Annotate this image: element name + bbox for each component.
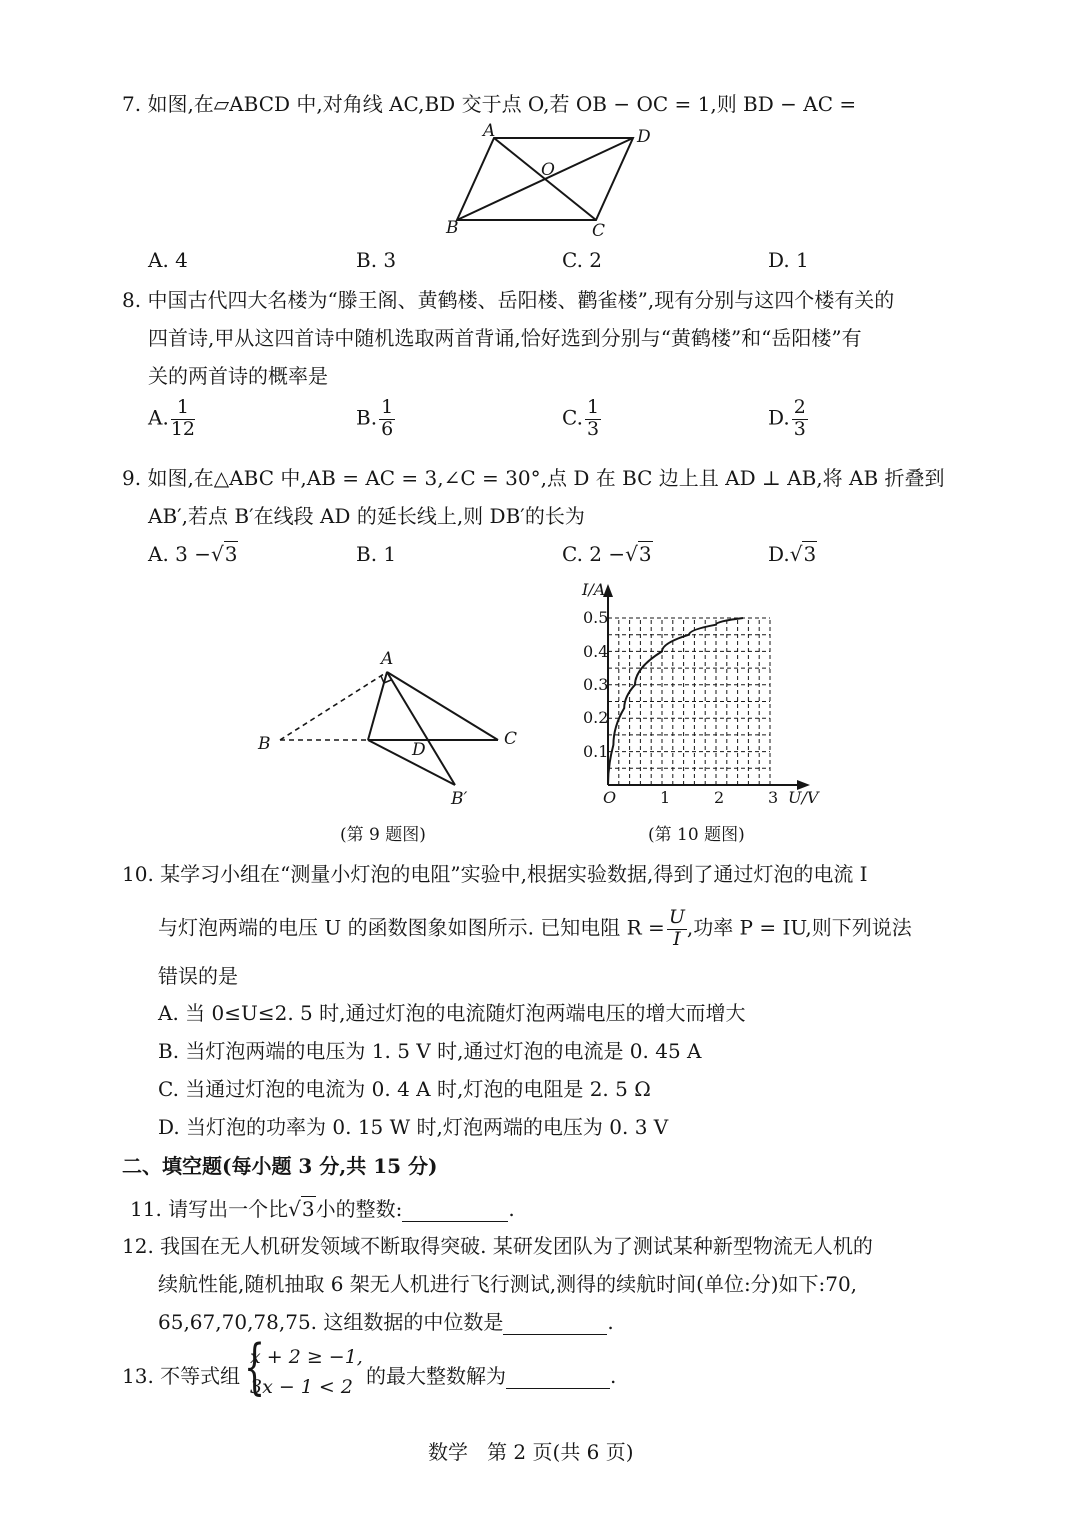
q13-label: 13. 不等式组 bbox=[122, 1364, 241, 1388]
q10-option-c: C. 当通过灯泡的电流为 0. 4 A 时,灯泡的电阻是 2. 5 Ω bbox=[158, 1077, 651, 1101]
q8-option-c: C. $\frac{1}{3}$ bbox=[562, 396, 600, 440]
q7-option-c: C. 2 bbox=[562, 248, 603, 272]
label-c: C bbox=[592, 221, 606, 241]
q7-stem: 7. 如图,在▱ABCD 中,对角线 AC,BD 交于点 O,若 OB − OC = 1,则 BD − AC = bbox=[122, 92, 857, 116]
q9-option-b: B. 1 bbox=[356, 542, 397, 566]
q10-line2: 与灯泡两端的电压 U 的函数图象如图所示. 已知电阻 R = $\frac{U}{I}$ ,功率 P = IU,则下列说法 bbox=[158, 906, 912, 950]
q7-option-b: B. 3 bbox=[356, 248, 397, 272]
q10-option-a: A. 当 0≤U≤2. 5 时,通过灯泡的电流随灯泡两端电压的增大而增大 bbox=[158, 1001, 746, 1025]
y-tick-0.1: 0.1 bbox=[583, 742, 609, 761]
x-tick-1: 1 bbox=[660, 788, 671, 807]
q13-system bbox=[250, 1342, 363, 1402]
origin-label: O bbox=[603, 788, 617, 807]
q7-option-a: A. 4 bbox=[148, 248, 188, 272]
q8-option-a: A. $\frac{1}{12}$ bbox=[148, 396, 195, 440]
y-tick-0.2: 0.2 bbox=[583, 708, 609, 727]
label-d: D bbox=[412, 740, 426, 760]
fig9-caption: (第 9 题图) bbox=[340, 825, 426, 845]
section-2-heading: 二、填空题(每小题 3 分,共 15 分) bbox=[122, 1154, 438, 1178]
q10-line1: 10. 某学习小组在“测量小灯泡的电阻”实验中,根据实验数据,得到了通过灯泡的电流 I bbox=[122, 862, 868, 886]
q9-line1: 9. 如图,在△ABC 中,AB = AC = 3,∠C = 30°,点 D 在 BC 边上且 AD ⊥ AB,将 AB 折叠到 bbox=[122, 466, 945, 490]
q10-option-b: B. 当灯泡两端的电压为 1. 5 V 时,通过灯泡的电流是 0. 45 A bbox=[158, 1039, 702, 1063]
label-a: A bbox=[483, 121, 496, 141]
q12-answer-blank[interactable] bbox=[503, 1310, 607, 1335]
q7-parallelogram-figure bbox=[440, 116, 670, 241]
x-tick-3: 3 bbox=[768, 788, 779, 807]
q8-line3: 关的两首诗的概率是 bbox=[148, 364, 328, 388]
q10-option-d: D. 当灯泡的功率为 0. 15 W 时,灯泡两端的电压为 0. 3 V bbox=[158, 1115, 669, 1139]
q13-brace: { bbox=[244, 1332, 266, 1402]
label-c: C bbox=[504, 729, 518, 749]
q12-line1: 12. 我国在无人机研发领域不断取得突破. 某研发团队为了测试某种新型物流无人机的 bbox=[122, 1234, 873, 1258]
q11: 11. 请写出一个比√3小的整数: . bbox=[130, 1197, 515, 1221]
label-d: D bbox=[637, 127, 651, 147]
q8-line2: 四首诗,甲从这四首诗中随机选取两首背诵,恰好选到分别与“黄鹤楼”和“岳阳楼”有 bbox=[148, 326, 862, 350]
q9-option-a: A. 3 −√3 bbox=[148, 542, 238, 566]
q12-line2: 续航性能,随机抽取 6 架无人机进行飞行测试,测得的续航时间(单位:分)如下:70, bbox=[158, 1272, 858, 1296]
q10-iu-chart bbox=[570, 575, 840, 815]
q13-eq1: x + 2 ≥ −1, bbox=[250, 1346, 363, 1368]
q9-option-d: D.√3 bbox=[768, 542, 817, 566]
q10-line3: 错误的是 bbox=[158, 964, 238, 988]
q13-answer-blank[interactable] bbox=[506, 1364, 610, 1389]
label-o: O bbox=[541, 160, 555, 180]
x-tick-2: 2 bbox=[714, 788, 725, 807]
y-axis-label: I/A bbox=[582, 580, 606, 599]
q7-option-d: D. 1 bbox=[768, 248, 809, 272]
q9-option-c: C. 2 −√3 bbox=[562, 542, 652, 566]
label-b-prime: B′ bbox=[451, 789, 468, 809]
label-a: A bbox=[381, 649, 394, 669]
q9-line2: AB′,若点 B′在线段 AD 的延长线上,则 DB′的长为 bbox=[148, 504, 585, 528]
chart-grid bbox=[608, 618, 770, 785]
x-axis-label: U/V bbox=[788, 788, 819, 807]
q8-option-d: D. $\frac{2}{3}$ bbox=[768, 396, 806, 440]
q13-post: 的最大整数解为 . bbox=[366, 1364, 617, 1388]
label-b: B bbox=[258, 734, 271, 754]
y-tick-0.3: 0.3 bbox=[583, 675, 609, 694]
segment-ac bbox=[387, 672, 498, 740]
q13-eq2: 3x − 1 < 2 bbox=[250, 1376, 353, 1398]
page-footer: 数学 第 2 页(共 6 页) bbox=[428, 1440, 634, 1464]
q9-triangle-figure bbox=[250, 640, 530, 815]
q8-option-b: B. $\frac{1}{6}$ bbox=[356, 396, 394, 440]
q8-line1: 8. 中国古代四大名楼为“滕王阁、黄鹤楼、岳阳楼、鹳雀楼”,现有分别与这四个楼有关的 bbox=[122, 288, 895, 312]
y-tick-0.4: 0.4 bbox=[583, 642, 609, 661]
fig10-caption: (第 10 题图) bbox=[648, 825, 745, 845]
label-b: B bbox=[446, 218, 459, 238]
q12-line3: 65,67,70,78,75. 这组数据的中位数是 . bbox=[158, 1310, 614, 1334]
q11-answer-blank[interactable] bbox=[402, 1197, 508, 1222]
y-tick-0.5: 0.5 bbox=[583, 608, 609, 627]
